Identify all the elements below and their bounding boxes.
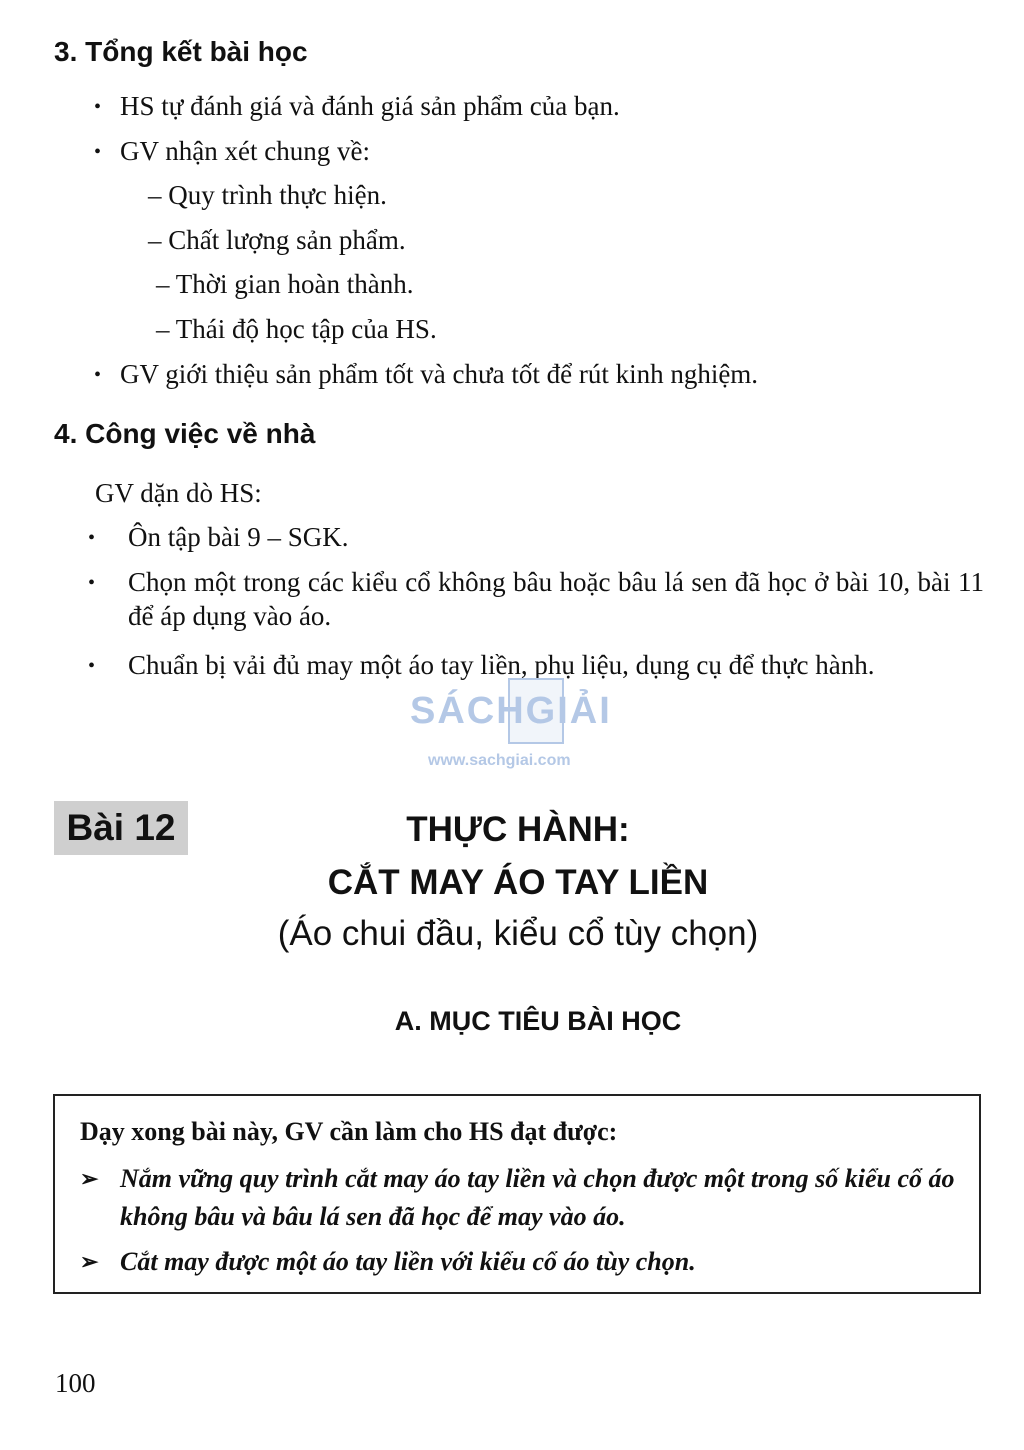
- page-number: 100: [55, 1368, 96, 1398]
- list-item: GV nhận xét chung về:: [120, 136, 370, 166]
- sub-list-item: – Thời gian hoàn thành.: [156, 269, 414, 299]
- section-3-heading: 3. Tổng kết bài học: [54, 36, 308, 67]
- bullet-icon: •: [94, 364, 102, 386]
- list-item: GV giới thiệu sản phẩm tốt và chưa tốt để rút kinh nghiệm.: [120, 359, 759, 389]
- list-item: HS tự đánh giá và đánh giá sản phẩm của bạn.: [120, 91, 620, 121]
- section-4-intro: GV dặn dò HS:: [95, 478, 262, 508]
- watermark-url: www.sachgiai.com: [428, 752, 571, 769]
- lesson-tag: Bài 12: [54, 801, 188, 855]
- sub-list-item: – Thái độ học tập của HS.: [156, 314, 437, 344]
- bullet-icon: •: [88, 655, 96, 677]
- list-item: Ôn tập bài 9 – SGK.: [128, 522, 349, 552]
- lesson-title-line-2: CẮT MAY ÁO TAY LIỀN: [327, 863, 709, 902]
- bullet-icon: •: [94, 96, 102, 118]
- objectives-intro: Dạy xong bài này, GV cần làm cho HS đạt được:: [80, 1117, 618, 1146]
- objective-item: Nắm vững quy trình cắt may áo tay liền và chọn được một trong số kiểu cổ áo không bâu và bâu lá sen đã học để may vào áo.: [120, 1164, 955, 1231]
- section-4-heading: 4. Công việc về nhà: [54, 418, 316, 449]
- bullet-icon: •: [88, 572, 96, 594]
- lesson-subtitle: (Áo chui đầu, kiểu cổ tùy chọn): [277, 914, 759, 953]
- list-item: Chọn một trong các kiểu cổ không bâu hoặc bâu lá sen đã học ở bài 10, bài 11 để áp dụng vào áo.: [128, 567, 984, 631]
- bullet-icon: •: [94, 141, 102, 163]
- watermark-logo: SÁCHGIẢI: [410, 690, 612, 732]
- list-item: Chuẩn bị vải đủ may một áo tay liền, phụ liệu, dụng cụ để thực hành.: [128, 650, 875, 680]
- sub-list-item: – Chất lượng sản phẩm.: [148, 225, 406, 255]
- arrow-bullet-icon: ➢: [80, 1249, 99, 1274]
- arrow-bullet-icon: ➢: [80, 1166, 99, 1191]
- objective-item: Cắt may được một áo tay liền với kiểu cổ áo tùy chọn.: [120, 1247, 696, 1276]
- lesson-title-line-1: THỰC HÀNH:: [406, 810, 630, 849]
- bullet-icon: •: [88, 527, 96, 549]
- section-a-heading: A. MỤC TIÊU BÀI HỌC: [394, 1006, 682, 1036]
- sub-list-item: – Quy trình thực hiện.: [148, 180, 387, 210]
